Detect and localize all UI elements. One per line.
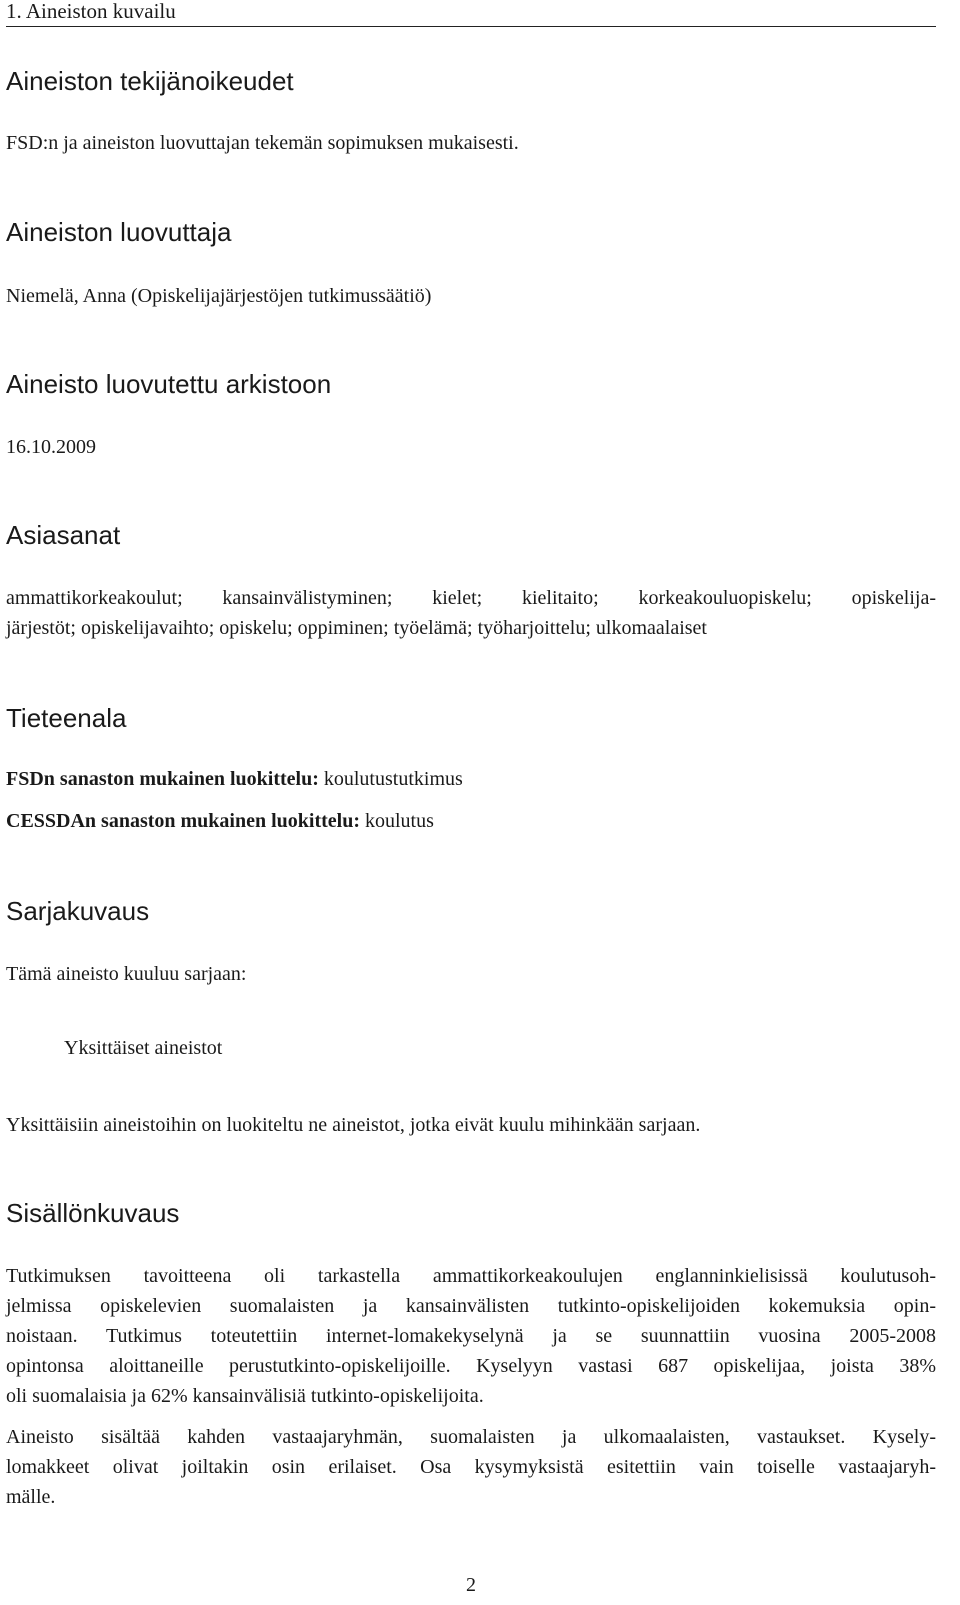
fsd-classification-value: koulutustutkimus xyxy=(323,768,463,790)
abstract-line: mälle. xyxy=(6,1486,56,1508)
abstract-line: opintonsa aloittaneille perustutkinto-opiskelijoille. Kyselyyn vastasi 687 opiskelijaa, joista 38% xyxy=(6,1355,936,1377)
copyright-heading: Aineiston tekijänoikeudet xyxy=(6,66,294,96)
abstract-line: oli suomalaisia ja 62% kansainvälisiä tutkinto-opiskelijoita. xyxy=(6,1385,484,1407)
depositor-heading: Aineiston luovuttaja xyxy=(6,217,232,247)
document-page xyxy=(6,0,936,1605)
fsd-classification xyxy=(6,764,463,794)
deposit-date-heading: Aineisto luovutettu arkistoon xyxy=(6,369,332,399)
cessda-classification xyxy=(6,806,434,836)
series-description: Yksittäisiin aineistoihin on luokiteltu ne aineistot, jotka eivät kuulu mihinkään sarjaan. xyxy=(6,1114,701,1136)
fsd-classification-label: FSDn sanaston mukainen luokittelu: xyxy=(6,768,319,790)
running-head: 1. Aineiston kuvailu xyxy=(6,0,936,27)
series-intro: Tämä aineisto kuuluu sarjaan: xyxy=(6,963,247,985)
page-number: 2 xyxy=(466,1574,476,1596)
copyright-text: FSD:n ja aineiston luovuttajan tekemän sopimuksen mukaisesti. xyxy=(6,132,519,154)
cessda-classification-value: koulutus xyxy=(365,810,434,832)
cessda-classification-label: CESSDAn sanaston mukainen luokittelu: xyxy=(6,810,360,832)
deposit-date-text: 16.10.2009 xyxy=(6,436,96,458)
abstract-line: Aineisto sisältää kahden vastaajaryhmän, suomalaisten ja ulkomaalaisten, vastaukset. Kysely- xyxy=(6,1426,936,1448)
discipline-heading: Tieteenala xyxy=(6,703,127,733)
depositor-text: Niemelä, Anna (Opiskelijajärjestöjen tutkimussäätiö) xyxy=(6,285,432,307)
keywords-line: järjestöt; opiskelijavaihto; opiskelu; oppiminen; työelämä; työharjoittelu; ulkomaalaiset xyxy=(6,617,707,639)
abstract-line: lomakkeet olivat joiltakin osin erilaiset. Osa kysymyksistä esitettiin vain toiselle vastaajaryh- xyxy=(6,1456,936,1478)
series-heading: Sarjakuvaus xyxy=(6,896,150,926)
keywords-paragraph xyxy=(6,583,936,643)
keywords-line: ammattikorkeakoulut; kansainvälistyminen; kielet; kielitaito; korkeakouluopiskelu; opiskelija- xyxy=(6,587,936,609)
abstract-line: Tutkimuksen tavoitteena oli tarkastella ammattikorkeakoulujen englanninkielisissä koulutusoh- xyxy=(6,1265,936,1287)
abstract-paragraph-1 xyxy=(6,1261,936,1411)
keywords-heading: Asiasanat xyxy=(6,520,121,550)
abstract-heading: Sisällönkuvaus xyxy=(6,1198,180,1228)
series-name: Yksittäiset aineistot xyxy=(64,1037,223,1059)
abstract-line: jelmissa opiskelevien suomalaisten ja kansainvälisten tutkinto-opiskelijoiden kokemuksia opin- xyxy=(6,1295,936,1317)
abstract-paragraph-2 xyxy=(6,1422,936,1512)
abstract-line: noistaan. Tutkimus toteutettiin internet-lomakekyselynä ja se suunnattiin vuosina 2005-2008 xyxy=(6,1325,936,1347)
